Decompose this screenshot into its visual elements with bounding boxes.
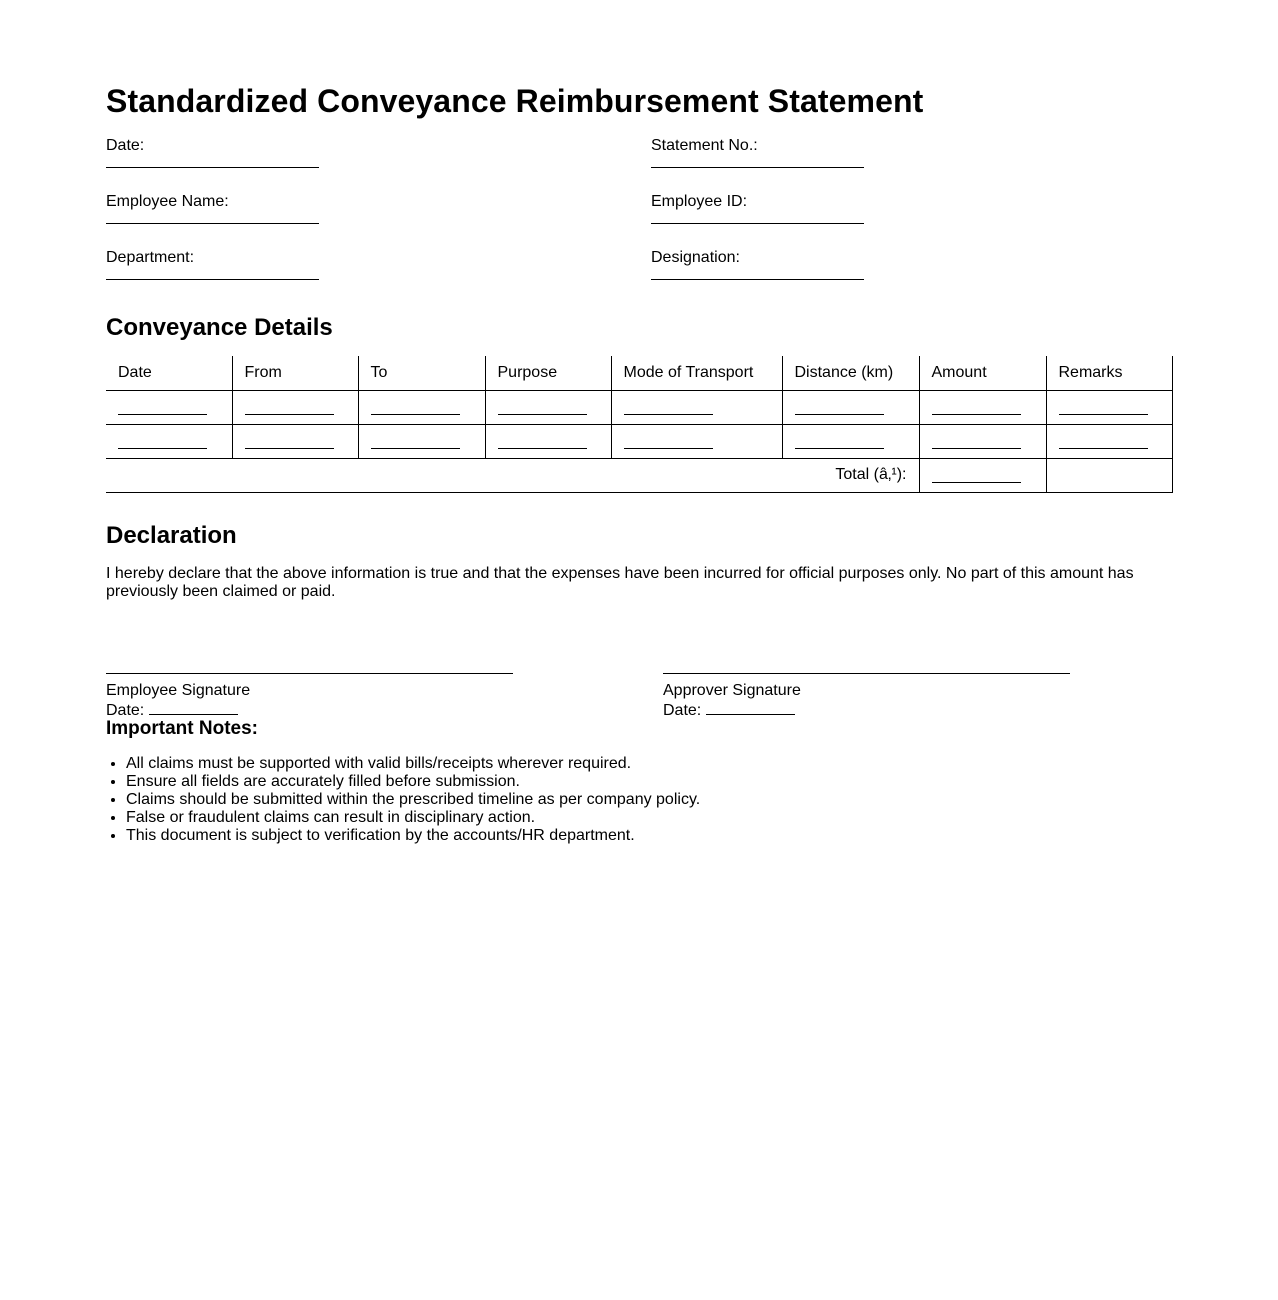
employee-id-input-line[interactable] bbox=[651, 223, 864, 224]
cell-blank[interactable] bbox=[932, 434, 1021, 449]
cell-blank[interactable] bbox=[932, 400, 1021, 415]
approver-date-blank[interactable] bbox=[706, 700, 795, 715]
total-amount-blank[interactable] bbox=[932, 468, 1021, 483]
employee-name-field bbox=[106, 193, 366, 211]
approver-date-label: Date: bbox=[663, 702, 706, 719]
department-input-line[interactable] bbox=[106, 279, 319, 280]
designation-label: Designation: bbox=[651, 249, 740, 266]
statement-no-label: Statement No.: bbox=[651, 137, 758, 154]
declaration-text: I hereby declare that the above information is true and that the expenses have been incurred for official purposes only. No part of this amount has previously been claimed or paid. bbox=[106, 565, 1134, 600]
cell-blank[interactable] bbox=[498, 400, 587, 415]
list-item: • Ensure all fields are accurately filled before submission. bbox=[126, 773, 700, 791]
col-header-from: From bbox=[232, 356, 358, 390]
col-header-purpose: Purpose bbox=[485, 356, 611, 390]
statement-no-field bbox=[651, 137, 911, 155]
employee-signature-label: Employee Signature bbox=[106, 682, 251, 699]
col-header-amount: Amount bbox=[919, 356, 1046, 390]
list-item: • This document is subject to verification by the accounts/HR department. bbox=[126, 827, 700, 845]
cell-blank[interactable] bbox=[624, 400, 713, 415]
list-item: • All claims must be supported with valid bills/receipts wherever required. bbox=[126, 755, 700, 773]
list-item: • Claims should be submitted within the prescribed timeline as per company policy. bbox=[126, 791, 700, 809]
cell-blank[interactable] bbox=[371, 434, 460, 449]
employee-name-input-line[interactable] bbox=[106, 223, 319, 224]
employee-signature-line[interactable] bbox=[106, 673, 513, 682]
employee-name-label: Employee Name: bbox=[106, 193, 229, 210]
date-field bbox=[106, 137, 366, 155]
approver-signature-line[interactable] bbox=[663, 673, 1070, 682]
col-header-remarks: Remarks bbox=[1046, 356, 1172, 390]
list-item: • False or fraudulent claims can result in disciplinary action. bbox=[126, 809, 700, 827]
cell-blank[interactable] bbox=[624, 434, 713, 449]
date-label: Date: bbox=[106, 137, 145, 154]
table-header-row bbox=[106, 356, 1172, 390]
cell-blank[interactable] bbox=[795, 400, 884, 415]
approver-signature-label: Approver Signature bbox=[663, 682, 801, 699]
col-header-date: Date bbox=[106, 356, 232, 390]
statement-no-input-line[interactable] bbox=[651, 167, 864, 168]
cell-blank[interactable] bbox=[1059, 400, 1148, 415]
table-row bbox=[106, 424, 1172, 458]
col-header-to: To bbox=[358, 356, 485, 390]
col-header-mode: Mode of Transport bbox=[611, 356, 782, 390]
employee-signature-block bbox=[106, 673, 513, 720]
designation-input-line[interactable] bbox=[651, 279, 864, 280]
total-label: Total (â‚¹): bbox=[106, 458, 919, 492]
employee-id-label: Employee ID: bbox=[651, 193, 748, 210]
approver-signature-date bbox=[663, 700, 1070, 720]
table-row bbox=[106, 390, 1172, 424]
cell-blank[interactable] bbox=[795, 434, 884, 449]
conveyance-table bbox=[106, 356, 1173, 493]
employee-id-field bbox=[651, 193, 911, 211]
approver-signature-block bbox=[663, 673, 1070, 720]
cell-blank[interactable] bbox=[1059, 434, 1148, 449]
cell-blank[interactable] bbox=[245, 400, 334, 415]
col-header-distance: Distance (km) bbox=[782, 356, 919, 390]
department-label: Department: bbox=[106, 249, 195, 266]
notes-heading: Important Notes: bbox=[106, 718, 258, 739]
cell-blank[interactable] bbox=[118, 400, 207, 415]
employee-signature-date bbox=[106, 700, 513, 720]
notes-list bbox=[106, 755, 700, 845]
employee-date-label: Date: bbox=[106, 702, 149, 719]
designation-field bbox=[651, 249, 911, 267]
cell-blank[interactable] bbox=[498, 434, 587, 449]
page-title: Standardized Conveyance Reimbursement Statement bbox=[106, 83, 924, 119]
conveyance-heading: Conveyance Details bbox=[106, 314, 333, 341]
date-input-line[interactable] bbox=[106, 167, 319, 168]
employee-date-blank[interactable] bbox=[149, 700, 238, 715]
department-field bbox=[106, 249, 366, 267]
cell-blank[interactable] bbox=[118, 434, 207, 449]
total-remarks-cell bbox=[1046, 458, 1172, 492]
cell-blank[interactable] bbox=[245, 434, 334, 449]
total-row bbox=[106, 458, 1172, 492]
declaration-heading: Declaration bbox=[106, 522, 237, 549]
cell-blank[interactable] bbox=[371, 400, 460, 415]
